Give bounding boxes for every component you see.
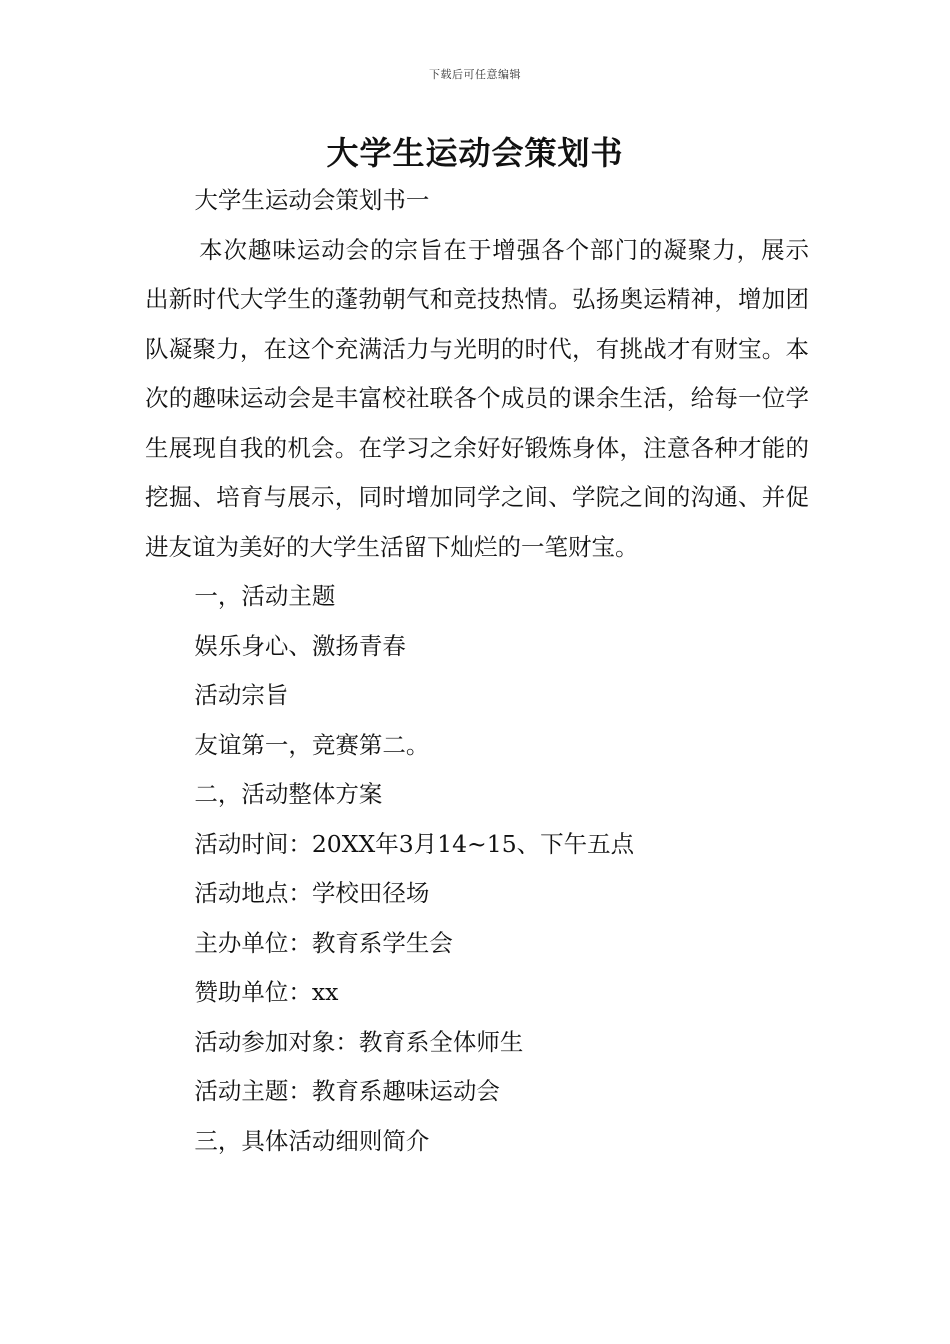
section-heading: 三，具体活动细则简介 bbox=[194, 1126, 430, 1155]
text-line: 活动主题：教育系趣味运动会 bbox=[194, 1077, 500, 1105]
section-heading: 二，活动整体方案 bbox=[194, 780, 383, 808]
section-heading: 一，活动主题 bbox=[194, 582, 336, 610]
subtitle-line: 大学生运动会策划书一 bbox=[194, 186, 430, 214]
text-line: 活动参加对象：教育系全体师生 bbox=[194, 1027, 524, 1056]
text-line: 娱乐身心、激扬青春 bbox=[194, 631, 406, 660]
document-title: 大学生运动会策划书 bbox=[326, 134, 624, 172]
intro-paragraph: 本次趣味运动会的宗旨在于增强各个部门的凝聚力，展示出新时代大学生的蓬勃朝气和竞技热情。弘扬奥运精神，增加团队凝聚力，在这个充满活力与光明的时代，有挑战才有财宝。本次的趣味运动会是丰富校社联各个成员的课余生活，给每一位学生展现自我的机会。在学习之余好好锻炼身体，注意各种才能的挖掘、培育与展示，同时增加同学之间、学院之间的沟通、并促进友谊为美好的大学生活留下灿烂的一笔财宝。 bbox=[145, 235, 809, 561]
text-line: 活动地点：学校田径场 bbox=[194, 879, 430, 907]
document-body bbox=[145, 176, 809, 1166]
text-line: 友谊第一，竞赛第二。 bbox=[194, 730, 430, 759]
text-line: 活动时间：20XX年3月14~15、下午五点 bbox=[194, 829, 635, 858]
header-note: 下载后可任意编辑 bbox=[429, 68, 521, 81]
text-line: 赞助单位：xx bbox=[194, 978, 339, 1006]
text-line: 活动宗旨 bbox=[194, 681, 289, 709]
text-line: 主办单位：教育系学生会 bbox=[194, 928, 453, 957]
